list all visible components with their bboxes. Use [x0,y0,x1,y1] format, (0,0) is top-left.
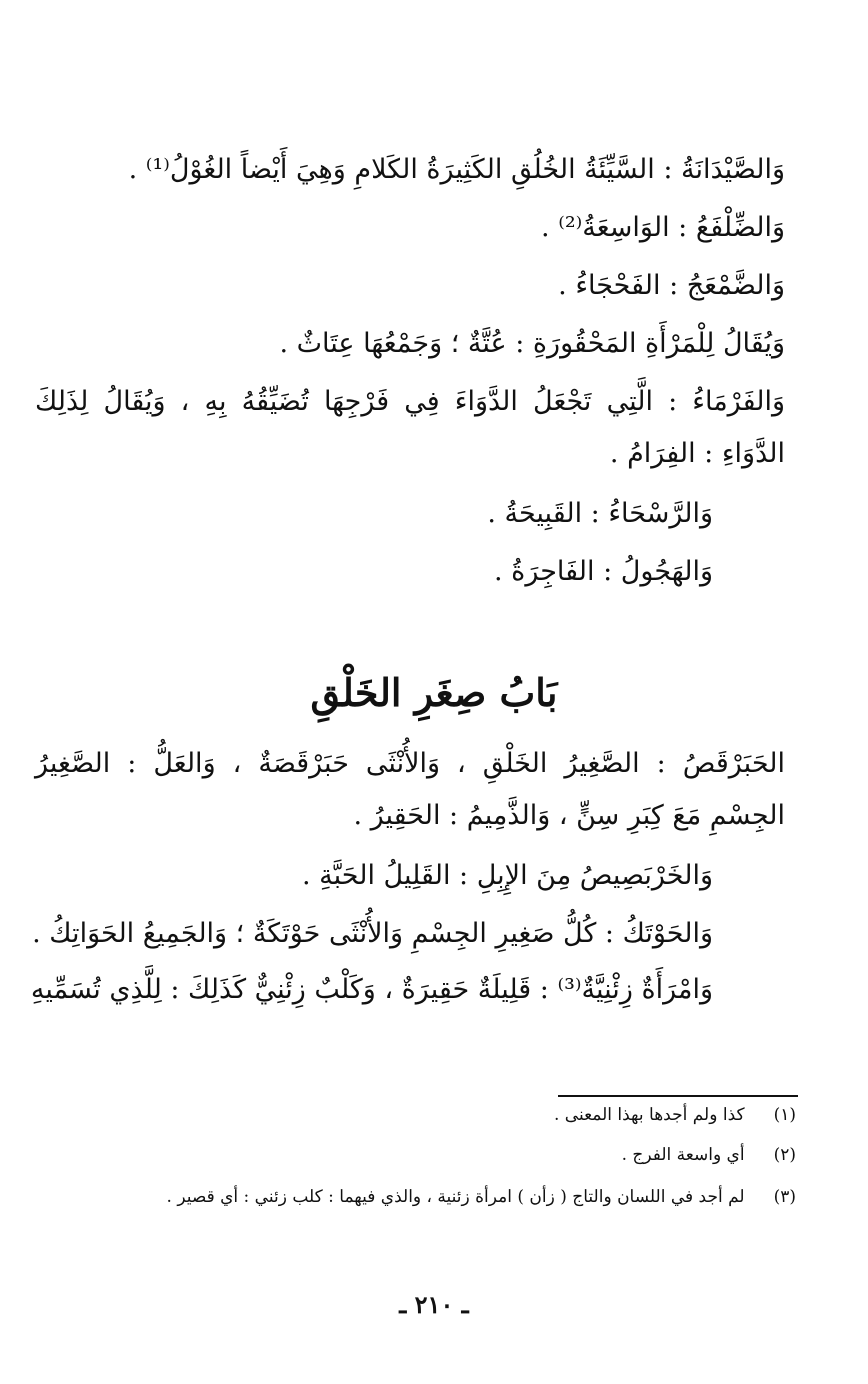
footnote [622,1142,796,1168]
entry-line: وَالصَّيْدَانَةُ : السَّيِّئَةُ الخُلُقِ الكَثِيرَةُ الكَلامِ وَهِيَ أَيْضاً الغُوْلُ⁽¹⁾ . [128,154,785,185]
footnote-text: لم أجد في اللسان والتاج ( زأن ) امرأة زئنية ، والذي فيهما : كلب زئني : أي قصير . [166,1187,745,1207]
footnote-rule [558,1095,798,1097]
entry-line: وَالفَرْمَاءُ : الَّتِي تَجْعَلُ الدَّوَاءَ فِي فَرْجِهَا تُضَيِّقُهُ بِهِ ، وَيُقَالُ لِذَلِكَ [35,386,785,417]
entry-line: وَامْرَأَةٌ زِئْنِيَّةٌ⁽³⁾ : قَلِيلَةٌ حَقِيرَةٌ ، وَكَلْبٌ زِئْنِيٌّ كَذَلِكَ : لِلَّذِي تُسَمِّيهِ [30,974,713,1005]
footnote-number: (٣) [773,1187,796,1207]
footnote-number: (٢) [773,1145,796,1165]
footnote [554,1102,796,1128]
entry-line: الدَّوَاءِ : الفِرَامُ . [609,438,785,469]
page-number: ـ ٢١٠ ـ [399,1290,469,1319]
entry-line: وَالهَجُولُ : الفَاجِرَةُ . [494,556,713,587]
footnote-text: أي واسعة الفرج . [621,1145,745,1165]
entry-line: وَالضَّمْعَجُ : الفَحْجَاءُ . [558,270,785,301]
footnote [167,1184,796,1210]
footnote-text: كذا ولم أجدها بهذا المعنى . [553,1105,745,1125]
entry-line: وَالرَّسْحَاءُ : القَبِيحَةُ . [487,498,713,529]
entry-line: وَالحَوْتَكُ : كُلُّ صَغِيرِ الجِسْمِ وَالأُنْثَى حَوْتَكَةٌ ؛ وَالجَمِيعُ الحَوَاتِكُ . [32,918,713,949]
entry-line: وَيُقَالُ لِلْمَرْأَةِ المَحْقُورَةِ : عُتَّةٌ ؛ وَجَمْعُهَا عِتَاثٌ . [279,328,785,359]
entry-line: وَالضِّلْفَعُ : الوَاسِعَةُ⁽²⁾ . [541,212,785,243]
entry-line: الحَبَرْقَصُ : الصَّغِيرُ الخَلْقِ ، وَالأُنْثَى حَبَرْقَصَةٌ ، وَالعَلُّ : الصَّغِيرُ [35,748,785,779]
entry-line: وَالخَرْبَصِيصُ مِنَ الإِبِلِ : القَلِيلُ الحَبَّةِ . [302,860,713,891]
footnote-number: (١) [773,1105,796,1125]
section-title: بَابُ صِغَرِ الخَلْقِ [310,670,558,715]
entry-line: الجِسْمِ مَعَ كِبَرِ سِنٍّ ، وَالذَّمِيمُ : الحَقِيرُ . [353,800,785,831]
